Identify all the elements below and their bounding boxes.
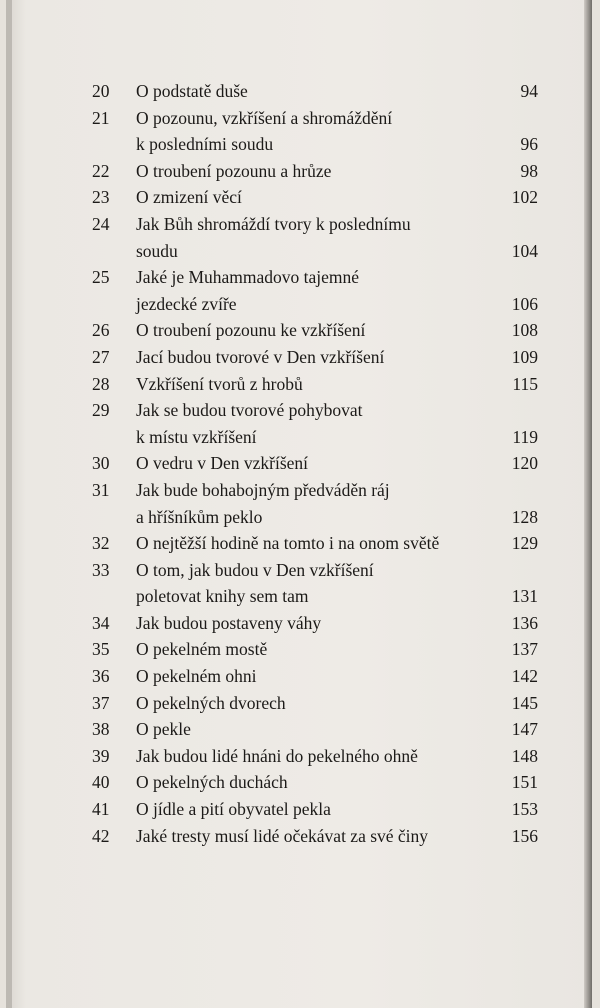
toc-entry-line (92, 371, 538, 398)
toc-entry-line (92, 557, 538, 584)
page-number: 115 (512, 373, 538, 394)
chapter-number: 42 (92, 825, 110, 846)
chapter-title: Jaké je Muhammadovo tajemné (136, 267, 360, 288)
chapter-number (92, 424, 136, 451)
chapter-title: O vedru v Den vzkříšení (136, 453, 309, 474)
page-number: 148 (511, 745, 538, 766)
toc-entry-line (92, 238, 538, 265)
chapter-number: 27 (92, 346, 110, 367)
page-number: 128 (511, 506, 538, 527)
chapter-title: O pozounu, vzkříšení a shromáždění (136, 107, 393, 128)
chapter-number: 29 (92, 400, 110, 421)
book-page (6, 0, 592, 1008)
toc-entry-line (92, 211, 538, 238)
page-number: 119 (512, 426, 538, 447)
chapter-number: 20 (92, 81, 110, 101)
chapter-title: Jak bude bohabojným předváděn ráj (136, 479, 390, 500)
page-number: 142 (511, 666, 538, 687)
chapter-number: 21 (92, 107, 110, 128)
toc-entry-line (92, 291, 538, 318)
toc-entry-line (92, 530, 538, 557)
chapter-title: O podstatě duše (136, 81, 248, 101)
chapter-number: 37 (92, 692, 110, 713)
toc-entry-line (92, 317, 538, 344)
toc-entry-line (92, 424, 538, 451)
chapter-number: 26 (92, 320, 110, 341)
page-number (488, 264, 538, 291)
chapter-number: 22 (92, 160, 110, 181)
toc-entry-line (92, 823, 538, 850)
toc-entry-line (92, 690, 538, 717)
chapter-number (92, 238, 136, 265)
chapter-title: O pekelném mostě (136, 639, 268, 660)
chapter-title: O troubení pozounu a hrůze (136, 160, 332, 181)
chapter-number (92, 504, 136, 531)
table-of-contents (92, 78, 538, 849)
page-number: 145 (511, 692, 538, 713)
page-left-edge (6, 0, 12, 1008)
toc-entry-line (92, 184, 538, 211)
chapter-number: 39 (92, 745, 110, 766)
chapter-number: 34 (92, 612, 110, 633)
page-number: 102 (511, 187, 538, 208)
chapter-title: Jací budou tvorové v Den vzkříšení (136, 346, 385, 367)
toc-entry-line (92, 397, 538, 424)
toc-entry-line (92, 344, 538, 371)
page-number: 137 (511, 639, 538, 660)
page-number (488, 477, 538, 504)
chapter-title: O pekelných duchách (136, 772, 288, 793)
chapter-number: 31 (92, 479, 110, 500)
toc-entry-line (92, 716, 538, 743)
page-number: 136 (511, 612, 538, 633)
chapter-number: 40 (92, 772, 110, 793)
chapter-title: O pekle (136, 719, 191, 740)
chapter-number: 24 (92, 213, 110, 234)
chapter-number: 32 (92, 533, 110, 554)
chapter-number: 35 (92, 639, 110, 660)
page-number: 153 (511, 799, 538, 820)
page-number: 156 (511, 825, 538, 846)
chapter-title: O zmizení věcí (136, 187, 242, 208)
toc-entry-line (92, 636, 538, 663)
chapter-number: 30 (92, 453, 110, 474)
page-number (488, 211, 538, 238)
chapter-number: 33 (92, 559, 110, 580)
page-right-edge (584, 0, 592, 1008)
chapter-title: k místu vzkříšení (136, 426, 257, 447)
toc-entry-line (92, 158, 538, 185)
page-number (488, 105, 538, 132)
toc-entry-line (92, 796, 538, 823)
toc-entry-line (92, 131, 538, 158)
page-number: 106 (511, 293, 538, 314)
chapter-title: O tom, jak budou v Den vzkříšení (136, 559, 374, 580)
chapter-title: poletovat knihy sem tam (136, 586, 309, 607)
toc-entry-line (92, 583, 538, 610)
page-number: 131 (511, 586, 538, 607)
page-number (488, 397, 538, 424)
chapter-number: 38 (92, 719, 110, 740)
chapter-number: 23 (92, 187, 110, 208)
toc-entry-line (92, 105, 538, 132)
chapter-title: jezdecké zvíře (136, 293, 237, 314)
toc-entry-line (92, 663, 538, 690)
chapter-title: O jídle a pití obyvatel pekla (136, 799, 331, 820)
toc-entry-line (92, 504, 538, 531)
chapter-title: a hříšníkům peklo (136, 506, 263, 527)
page-number: 109 (511, 346, 538, 367)
page-number (488, 557, 538, 584)
chapter-title: soudu (136, 240, 178, 261)
toc-entry-line (92, 477, 538, 504)
toc-entry-line (92, 743, 538, 770)
page-number: 98 (520, 160, 538, 181)
chapter-number (92, 131, 136, 158)
page-number: 108 (511, 320, 538, 341)
chapter-number: 28 (92, 373, 110, 394)
chapter-title: Vzkříšení tvorů z hrobů (136, 373, 303, 394)
chapter-title: O pekelném ohni (136, 666, 257, 687)
chapter-title: O troubení pozounu ke vzkříšení (136, 320, 366, 341)
chapter-title: Jak budou lidé hnáni do pekelného ohně (136, 745, 418, 766)
page-number: 94 (520, 81, 538, 101)
toc-entry-line (92, 610, 538, 637)
page-number: 151 (511, 772, 538, 793)
chapter-title: Jak budou postaveny váhy (136, 612, 322, 633)
chapter-number (92, 291, 136, 318)
chapter-number: 36 (92, 666, 110, 687)
toc-entry-line (92, 769, 538, 796)
chapter-title: Jak se budou tvorové pohybovat (136, 400, 363, 421)
chapter-title: Jaké tresty musí lidé očekávat za své činy (136, 825, 429, 846)
chapter-title: O nejtěžší hodině na tomto i na onom světě (136, 533, 440, 554)
toc-entry-line (92, 264, 538, 291)
chapter-number: 41 (92, 799, 110, 820)
toc-entry-line (92, 78, 538, 105)
page-number: 104 (511, 240, 538, 261)
page-number: 129 (511, 533, 538, 554)
chapter-title: O pekelných dvorech (136, 692, 286, 713)
page-number: 147 (511, 719, 538, 740)
page-number: 120 (511, 453, 538, 474)
page-number: 96 (520, 134, 538, 155)
chapter-title: Jak Bůh shromáždí tvory k poslednímu (136, 213, 411, 234)
chapter-number: 25 (92, 267, 110, 288)
toc-entry-line (92, 450, 538, 477)
chapter-number (92, 583, 136, 610)
chapter-title: k posledními soudu (136, 134, 274, 155)
